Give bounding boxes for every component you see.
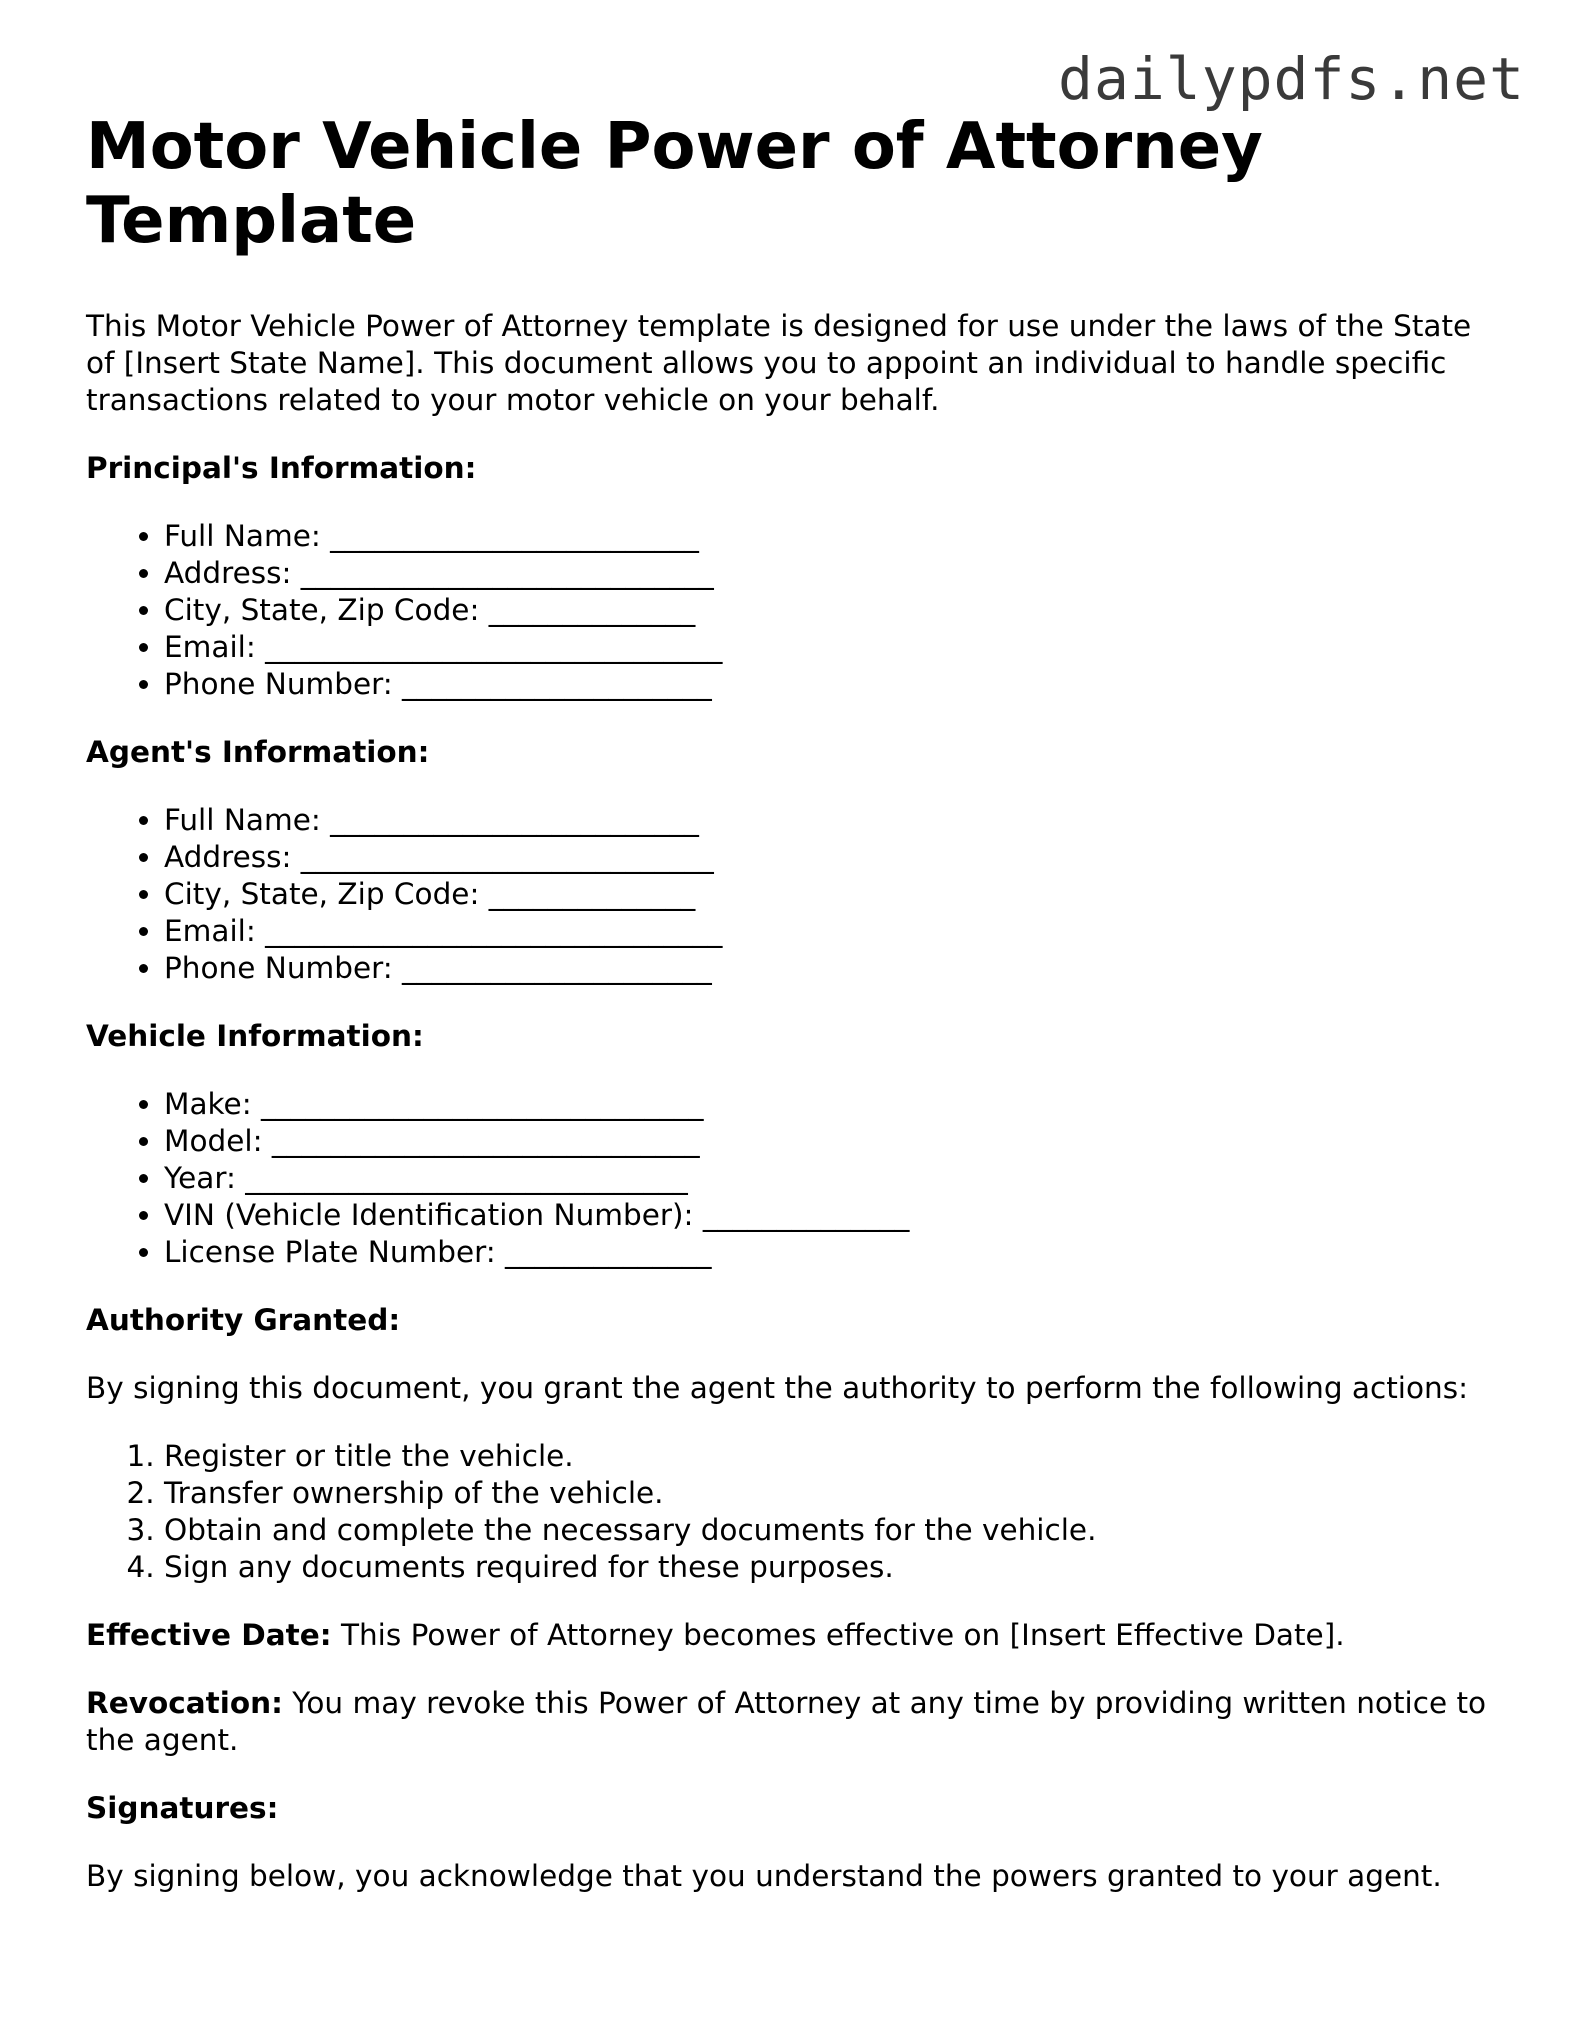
list-item: • Email: _______________________________ <box>164 913 1506 950</box>
effective-date-text: This Power of Attorney becomes effective on [Insert Effective Date]. <box>331 1618 1345 1652</box>
intro-paragraph: This Motor Vehicle Power of Attorney template is designed for use under the laws of the State of [Insert State Name]. This document allows you to appoint an individual to handle specific transactions related to your motor vehicle on your behalf. <box>86 309 1472 417</box>
agent-heading: Agent's Information: <box>86 735 430 769</box>
watermark: dailypdfs.net <box>1058 45 1525 113</box>
list-item: • City, State, Zip Code: ______________ <box>164 592 1506 629</box>
document-body <box>86 110 1506 1926</box>
revocation-label: Revocation: <box>86 1686 283 1720</box>
authority-list <box>86 1438 1506 1586</box>
authority-paragraph: By signing this document, you grant the agent the authority to perform the following actions: <box>86 1371 1469 1405</box>
list-item: • VIN (Vehicle Identification Number): ______________ <box>164 1197 1506 1234</box>
list-item: • Full Name: _________________________ <box>164 518 1506 555</box>
list-item: • Full Name: _________________________ <box>164 802 1506 839</box>
list-item: • Year: ______________________________ <box>164 1160 1506 1197</box>
vehicle-list <box>86 1086 1506 1271</box>
list-item: • City, State, Zip Code: ______________ <box>164 876 1506 913</box>
list-item: 1. Register or title the vehicle. <box>164 1438 1506 1475</box>
list-item: • Address: ____________________________ <box>164 555 1506 592</box>
principal-list <box>86 518 1506 703</box>
effective-date-paragraph <box>86 1617 1506 1654</box>
effective-date-label: Effective Date: <box>86 1618 332 1652</box>
list-item: • Phone Number: _____________________ <box>164 950 1506 987</box>
agent-list <box>86 802 1506 987</box>
signatures-paragraph: By signing below, you acknowledge that you understand the powers granted to your agent. <box>86 1859 1442 1893</box>
list-item: • License Plate Number: ______________ <box>164 1234 1506 1271</box>
vehicle-heading: Vehicle Information: <box>86 1019 424 1053</box>
signatures-heading: Signatures: <box>86 1791 279 1825</box>
authority-heading: Authority Granted: <box>86 1303 401 1337</box>
list-item: • Address: ____________________________ <box>164 839 1506 876</box>
list-item: 2. Transfer ownership of the vehicle. <box>164 1475 1506 1512</box>
list-item: • Phone Number: _____________________ <box>164 666 1506 703</box>
list-item: • Make: ______________________________ <box>164 1086 1506 1123</box>
list-item: 4. Sign any documents required for these purposes. <box>164 1549 1506 1586</box>
list-item: • Model: _____________________________ <box>164 1123 1506 1160</box>
page-title: Motor Vehicle Power of Attorney Template <box>86 110 1263 258</box>
list-item: 3. Obtain and complete the necessary documents for the vehicle. <box>164 1512 1506 1549</box>
revocation-paragraph <box>86 1685 1506 1759</box>
revocation-text: You may revoke this Power of Attorney at any time by providing written notice to the agent. <box>86 1686 1487 1757</box>
list-item: • Email: _______________________________ <box>164 629 1506 666</box>
principal-heading: Principal's Information: <box>86 451 477 485</box>
